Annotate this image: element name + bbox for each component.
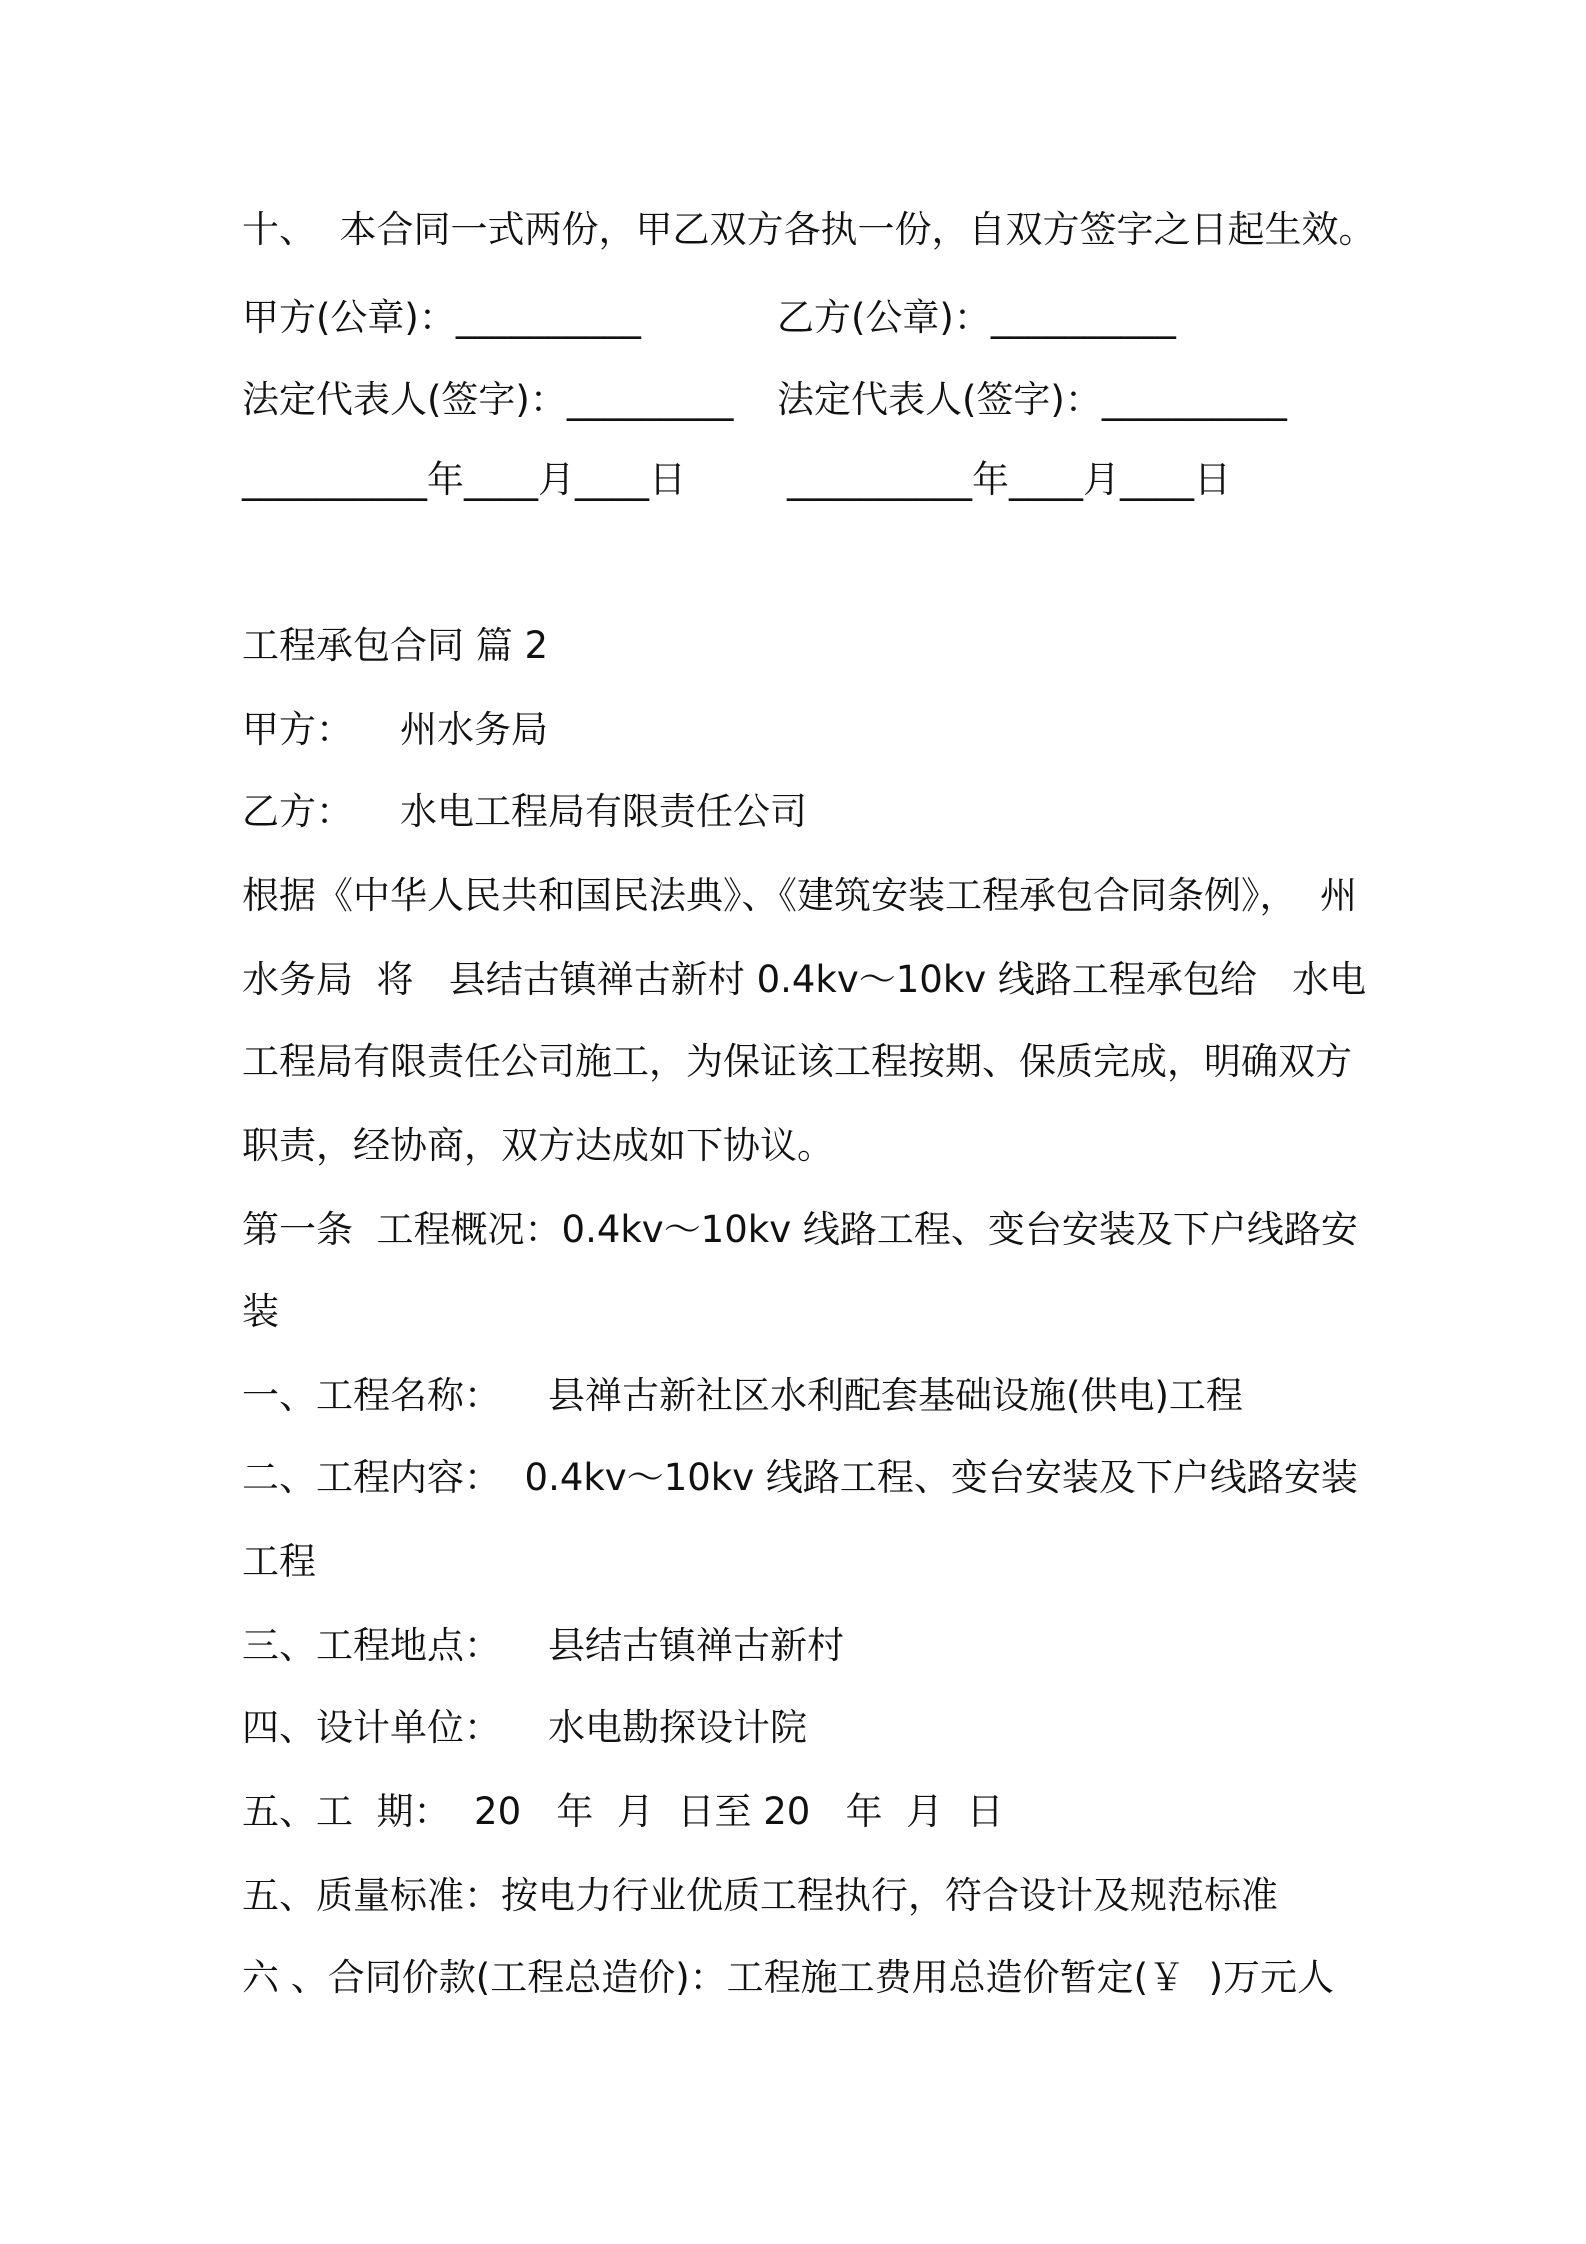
party-a-rep-line: 法定代表人(签字)：_________ (242, 378, 734, 421)
item-design-unit: 四、设计单位： 水电勘探设计院 (242, 1706, 808, 1749)
item-quality-standard: 五、质量标准：按电力行业优质工程执行，符合设计及规范标准 (242, 1874, 1278, 1917)
party-b-seal-line: 乙方(公章)：__________ (777, 296, 1176, 339)
article-one-line-1: 第一条 工程概况：0.4kv～10kv 线路工程、变台安装及下户线路安 (242, 1208, 1358, 1251)
preamble-line-4: 职责，经协商，双方达成如下协议。 (242, 1124, 834, 1167)
section-ten-clause: 十、 本合同一式两份，甲乙双方各执一份，自双方签字之日起生效。 (242, 208, 1376, 251)
party-a-date-line: __________年____月____日 (242, 458, 686, 501)
party-b-line: 乙方： 水电工程局有限责任公司 (242, 790, 808, 833)
item-project-name: 一、工程名称： 县禅古新社区水利配套基础设施(供电)工程 (242, 1374, 1243, 1417)
party-a-line: 甲方： 州水务局 (242, 708, 549, 751)
preamble-line-1: 根据《中华人民共和国民法典》、《建筑安装工程承包合同条例》， 州 (242, 874, 1358, 917)
preamble-line-2: 水务局 将 县结古镇禅古新村 0.4kv～10kv 线路工程承包给 水电 (242, 958, 1367, 1001)
party-b-date-line: __________年____月____日 (787, 458, 1231, 501)
party-b-rep-line: 法定代表人(签字)：__________ (777, 378, 1287, 421)
item-project-location: 三、工程地点： 县结古镇禅古新村 (242, 1624, 845, 1667)
item-project-content-line-1: 二、工程内容： 0.4kv～10kv 线路工程、变台安装及下户线路安装 (242, 1456, 1358, 1499)
item-contract-price: 六 、合同价款(工程总造价)：工程施工费用总造价暂定(￥ )万元人 (242, 1956, 1335, 1999)
item-construction-period: 五、工 期： 20 年 月 日至 20 年 月 日 (242, 1790, 1004, 1833)
preamble-line-3: 工程局有限责任公司施工，为保证该工程按期、保质完成，明确双方 (242, 1040, 1352, 1083)
article-one-line-2: 装 (242, 1290, 279, 1333)
party-a-seal-line: 甲方(公章)：__________ (242, 296, 641, 339)
contract-heading: 工程承包合同 篇 2 (242, 624, 549, 667)
item-project-content-line-2: 工程 (242, 1540, 316, 1583)
